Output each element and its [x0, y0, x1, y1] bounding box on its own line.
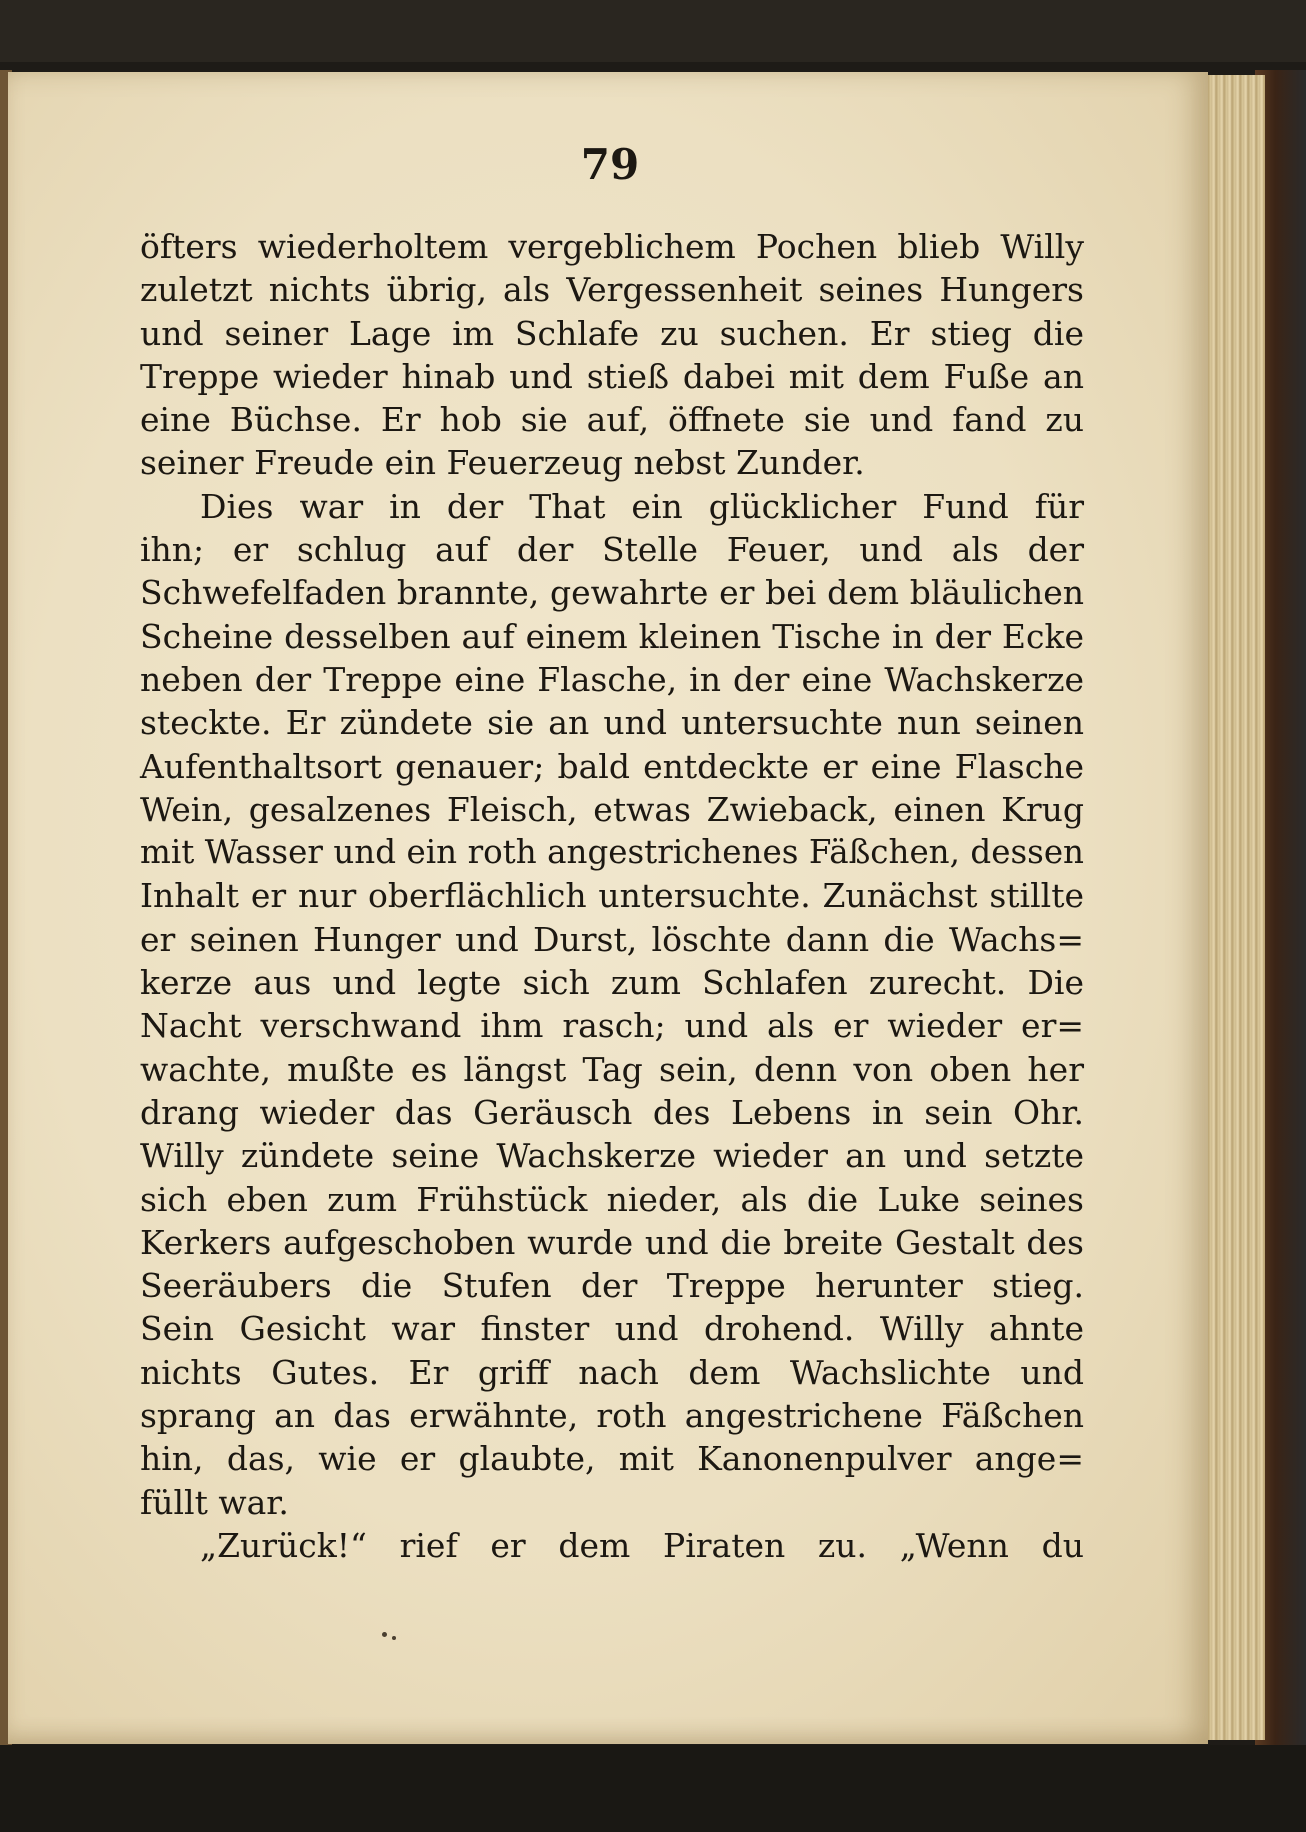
- text-line: zuletzt nichts übrig, als Vergessenheit seines Hungers: [140, 270, 1084, 310]
- text-line: sprang an das erwähnte, roth angestrichene Fäßchen: [140, 1396, 1084, 1436]
- text-line: füllt war.: [140, 1482, 289, 1522]
- text-line: eine Büchse. Er hob sie auf, öffnete sie und fand zu: [140, 400, 1084, 440]
- text-line: Willy zündete seine Wachskerze wieder an und setzte: [140, 1136, 1084, 1176]
- text-line: drang wieder das Geräusch des Lebens in sein Ohr.: [140, 1092, 1084, 1132]
- text-line: Scheine desselben auf einem kleinen Tische in der Ecke: [140, 616, 1084, 656]
- text-line: Wein, gesalzenes Fleisch, etwas Zwieback, einen Krug: [140, 789, 1084, 829]
- text-line: ihn; er schlug auf der Stelle Feuer, und als der: [140, 530, 1084, 570]
- scan-background-bottom: [0, 1745, 1306, 1832]
- text-line: steckte. Er zündete sie an und untersuchte nun seinen: [140, 703, 1084, 743]
- text-line: Aufenthaltsort genauer; bald entdeckte er eine Flasche: [140, 746, 1084, 786]
- body-text: [140, 225, 1084, 1567]
- text-line: hin, das, wie er glaubte, mit Kanonenpulver ange=: [140, 1439, 1084, 1479]
- text-line: öfters wiederholtem vergeblichem Pochen blieb Willy: [140, 227, 1084, 266]
- text-line: und seiner Lage im Schlafe zu suchen. Er stieg die: [140, 313, 1084, 353]
- text-line: Seeräubers die Stufen der Treppe herunter stieg.: [140, 1266, 1084, 1306]
- text-line: „Zurück!“ rief er dem Piraten zu. „Wenn du: [200, 1525, 1084, 1565]
- text-line: er seinen Hunger und Durst, löschte dann die Wachs=: [140, 919, 1084, 959]
- text-line: Dies war in der That ein glücklicher Fund für: [200, 486, 1084, 526]
- text-line: nichts Gutes. Er griff nach dem Wachslichte und: [140, 1352, 1084, 1392]
- page-number: 79: [580, 140, 640, 189]
- text-line: kerze aus und legte sich zum Schlafen zurecht. Die: [140, 963, 1084, 1003]
- text-line: Nacht verschwand ihm rasch; und als er wieder er=: [140, 1006, 1084, 1046]
- text-line: Kerkers aufgeschoben wurde und die breite Gestalt des: [140, 1222, 1084, 1262]
- text-line: Sein Gesicht war finster und drohend. Willy ahnte: [140, 1309, 1084, 1349]
- text-line: sich eben zum Frühstück nieder, als die Luke seines: [140, 1179, 1084, 1219]
- ink-speck: [392, 1636, 396, 1640]
- text-line: Inhalt er nur oberflächlich untersuchte. Zunächst stillte: [140, 876, 1084, 916]
- ink-speck: [382, 1632, 387, 1637]
- text-line: wachte, mußte es längst Tag sein, denn von oben her: [140, 1049, 1084, 1089]
- text-line: seiner Freude ein Feuerzeug nebst Zunder.: [140, 443, 865, 483]
- text-line: neben der Treppe eine Flasche, in der eine Wachskerze: [140, 659, 1084, 699]
- text-line: mit Wasser und ein roth angestrichenes Fäßchen, dessen: [140, 833, 1084, 872]
- scan-background-top: [0, 0, 1306, 62]
- text-line: Schwefelfaden brannte, gewahrte er bei dem bläulichen: [140, 573, 1084, 613]
- text-line: Treppe wieder hinab und stieß dabei mit dem Fuße an: [140, 356, 1084, 396]
